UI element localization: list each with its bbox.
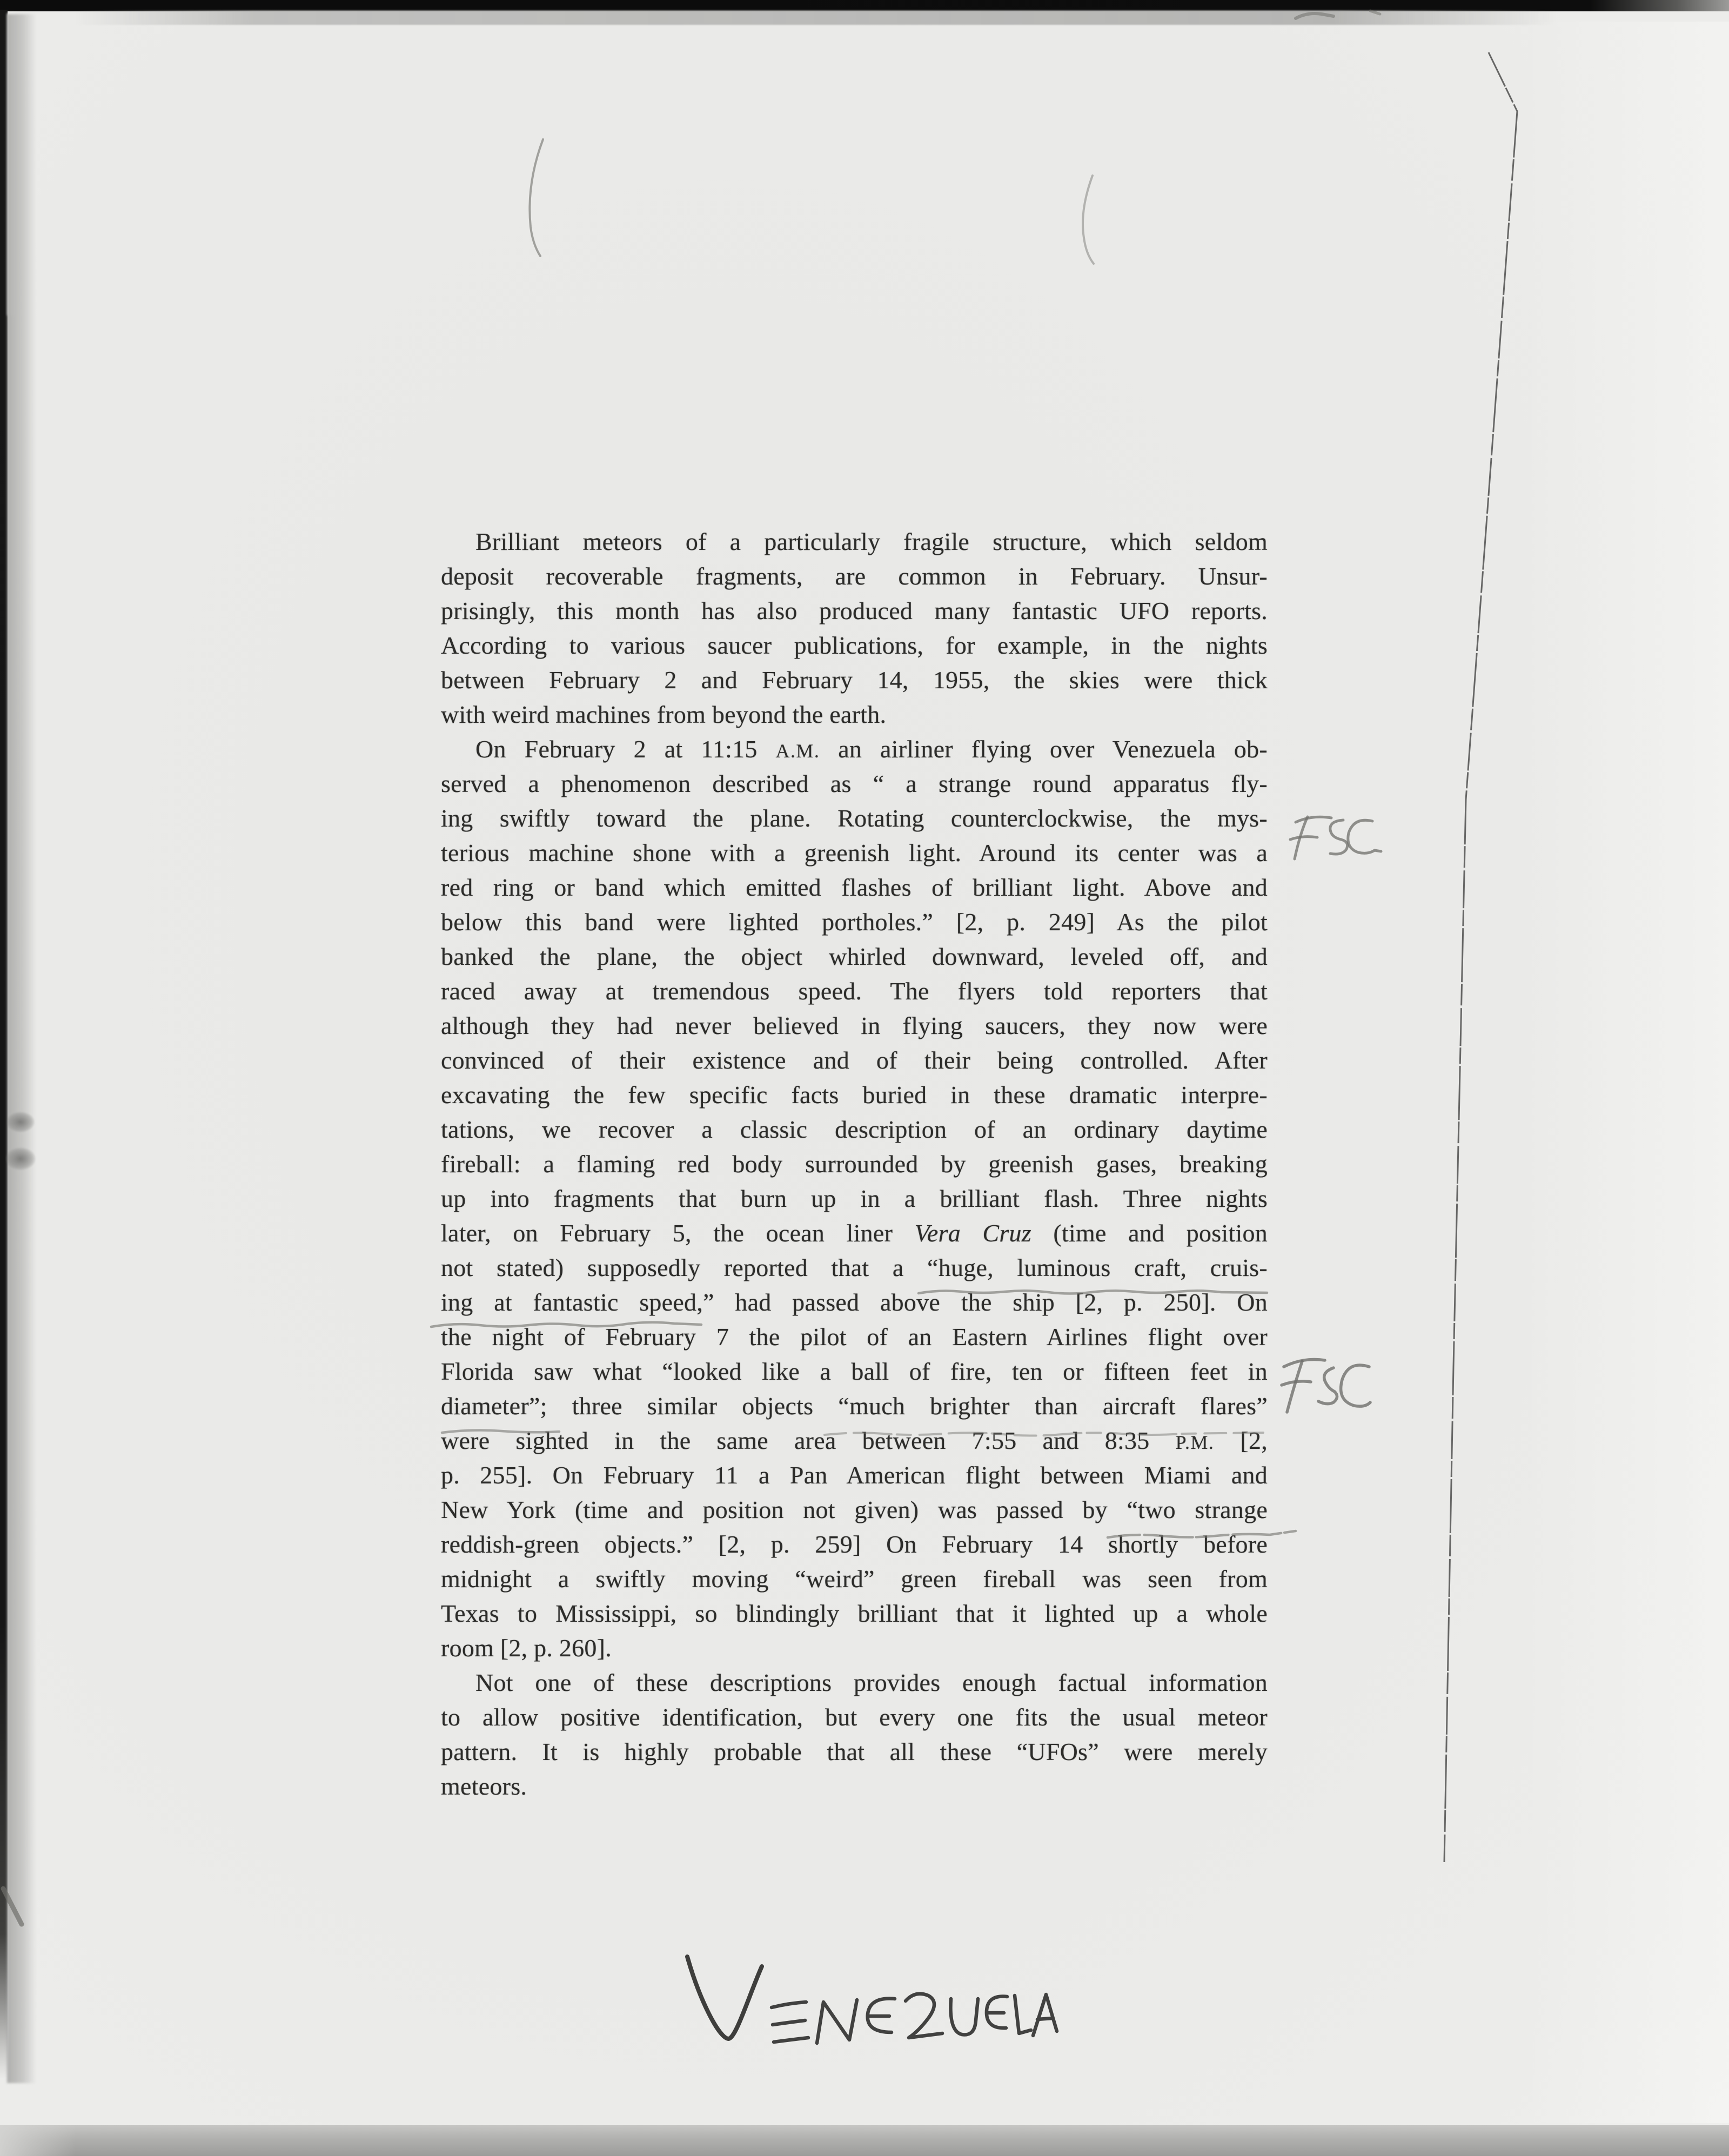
- text-segment: prisingly, this month has also produced many fantastic UFO reports.: [441, 597, 1268, 624]
- text-segment: convinced of their existence and of their being controlled. After: [441, 1046, 1268, 1074]
- text-segment: served a phenomenon described as “ a strange round apparatus fly-: [441, 770, 1268, 797]
- page-edge-line: [1444, 52, 1517, 1862]
- italic-text: Vera Cruz: [914, 1219, 1031, 1247]
- pencil-underline: [442, 1430, 559, 1433]
- text-segment: not stated) supposedly reported that a “huge, luminous craft, cruis-: [441, 1254, 1268, 1281]
- text-segment: Texas to Mississippi, so blindingly brilliant that it lighted up a whole: [441, 1600, 1268, 1627]
- small-caps-text: P.M.: [1175, 1432, 1215, 1453]
- text-segment: ing swiftly toward the plane. Rotating counterclockwise, the mys-: [441, 804, 1268, 832]
- text-segment: (time and position: [1031, 1219, 1268, 1247]
- text-segment: Florida saw what “looked like a ball of fire, ten or fifteen feet in: [441, 1358, 1268, 1385]
- text-segment: fireball: a flaming red body surrounded by greenish gases, breaking: [441, 1150, 1268, 1178]
- text-segment: [2,: [1214, 1427, 1268, 1454]
- text-segment: meteors.: [441, 1772, 527, 1800]
- handwritten-fsc-middle: [1282, 1360, 1370, 1413]
- pencil-underline: [1108, 1531, 1296, 1537]
- text-segment: excavating the few specific facts buried in these dramatic interpre-: [441, 1081, 1268, 1109]
- pencil-underlines: [431, 1291, 1296, 1537]
- small-caps-text: A.M.: [775, 740, 820, 762]
- text-segment: deposit recoverable fragments, are common in February. Unsur-: [441, 562, 1268, 590]
- pencil-underline: [431, 1322, 701, 1327]
- text-segment: although they had never believed in flying saucers, they now were: [441, 1012, 1268, 1039]
- text-segment: p. 255]. On February 11 a Pan American flight between Miami and: [441, 1461, 1268, 1489]
- text-segment: New York (time and position not given) was passed by “two strange: [441, 1496, 1268, 1523]
- text-segment: banked the plane, the object whirled downward, leveled off, and: [441, 943, 1268, 970]
- text-segment: the night of February 7 the pilot of an Eastern Airlines flight over: [441, 1323, 1268, 1351]
- text-segment: between February 2 and February 14, 1955, the skies were thick: [441, 666, 1268, 694]
- text-segment: room [2, p. 260].: [441, 1634, 612, 1662]
- pencil-underline: [825, 1433, 1263, 1436]
- text-segment: up into fragments that burn up in a brilliant flash. Three nights: [441, 1185, 1268, 1212]
- text-segment: According to various saucer publications, for example, in the nights: [441, 632, 1268, 659]
- text-segment: On February 2 at 11:15: [475, 735, 776, 763]
- text-segment: below this band were lighted portholes.” [2, p. 249] As the pilot: [441, 908, 1268, 936]
- text-segment: terious machine shone with a greenish light. Around its center was a: [441, 839, 1268, 867]
- text-segment: midnight a swiftly moving “weird” green fireball was seen from: [441, 1565, 1268, 1593]
- text-segment: tations, we recover a classic description of an ordinary daytime: [441, 1116, 1268, 1143]
- text-segment: with weird machines from beyond the earth.: [441, 701, 887, 728]
- pencil-underline: [919, 1291, 1267, 1293]
- text-segment: diameter”; three similar objects “much brighter than aircraft flares”: [441, 1392, 1268, 1420]
- handwritten-fsc-top: [1290, 817, 1381, 859]
- text-segment: to allow positive identification, but every one fits the usual meteor: [441, 1703, 1268, 1731]
- corner-scratch: [3, 1889, 22, 1924]
- text-segment: reddish-green objects.” [2, p. 259] On February 14 shortly before: [441, 1530, 1268, 1558]
- text-segment: red ring or band which emitted flashes of brilliant light. Above and: [441, 874, 1268, 901]
- text-segment: raced away at tremendous speed. The flyers told reporters that: [441, 977, 1268, 1005]
- text-segment: were sighted in the same area between 7:55 and 8:35: [441, 1427, 1176, 1454]
- text-segment: pattern. It is highly probable that all these “UFOs” were merely: [441, 1738, 1268, 1765]
- pencil-scratches: [530, 11, 1380, 264]
- text-segment: an airliner flying over Venezuela ob-: [820, 735, 1268, 763]
- text-segment: Not one of these descriptions provides enough factual information: [475, 1669, 1268, 1696]
- handwritten-venezuela: [687, 1957, 1057, 2043]
- text-segment: Brilliant meteors of a particularly fragile structure, which seldom: [475, 528, 1268, 555]
- text-segment: ing at fantastic speed,” had passed above the ship [2, p. 250]. On: [441, 1288, 1268, 1316]
- text-segment: later, on February 5, the ocean liner: [441, 1219, 915, 1247]
